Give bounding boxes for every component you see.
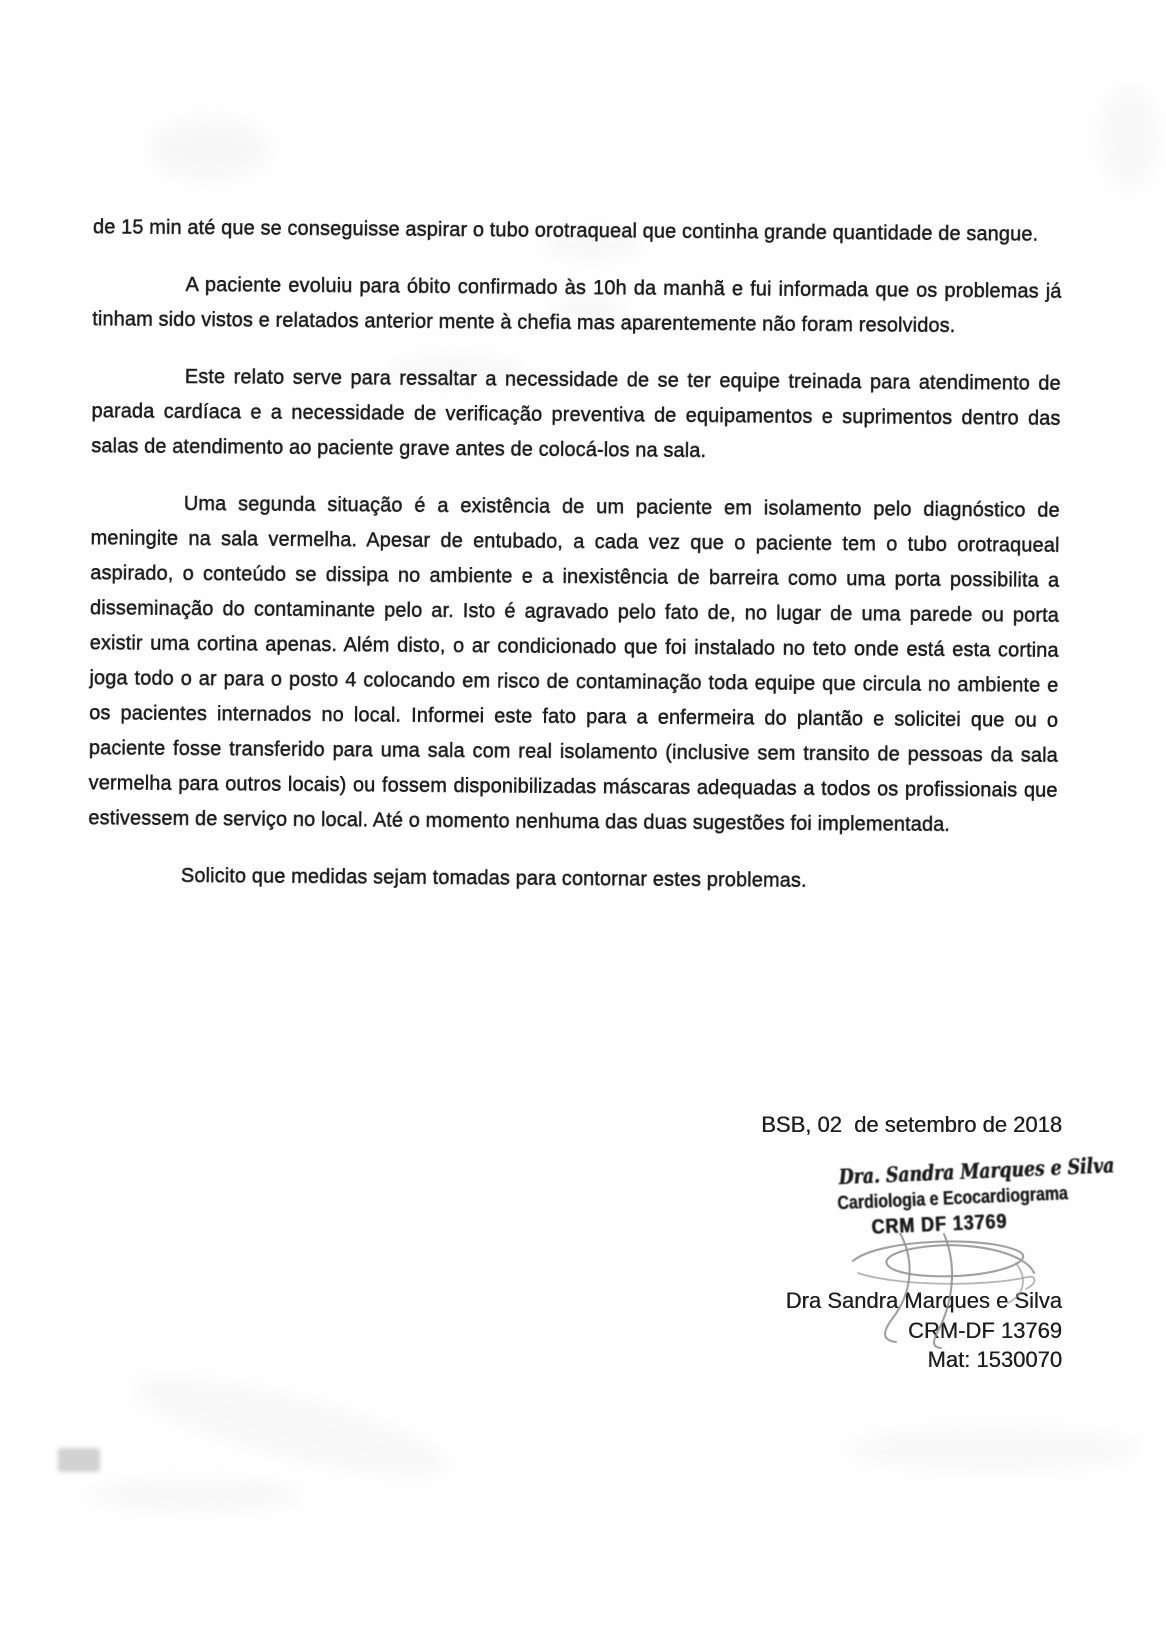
scan-artifact: [150, 118, 270, 180]
signatory-crm: CRM-DF 13769: [907, 1317, 1062, 1343]
scan-artifact: [850, 1428, 1140, 1470]
signature-block: [786, 1286, 1062, 1375]
scan-artifact: [128, 1360, 453, 1494]
scan-smudge: [58, 1448, 100, 1472]
signatory-name: Dra Sandra Marques e Silva: [785, 1288, 1062, 1313]
scan-artifact: [1100, 88, 1158, 188]
scan-artifact: [90, 1480, 300, 1510]
stamp-specialty: Cardiologia e Ecocardiograma: [836, 1183, 1069, 1215]
letter-body: [87, 210, 1062, 923]
paragraph-continuation: de 15 min até que se conseguisse aspirar o tubo orotraqueal que continha grande quantidade de sangue.: [92, 215, 1039, 246]
stamp-doctor-name: Dra. Sandra Marques e Silva: [838, 1152, 1115, 1190]
doctor-stamp: [816, 1152, 1115, 1242]
signatory-mat: Mat: 1530070: [927, 1347, 1062, 1372]
stamp-crm-number: CRM DF 13769: [870, 1210, 1008, 1239]
dateline: BSB, 02 de setembro de 2018: [761, 1112, 1062, 1137]
paragraph-solicitacao: Solicito que medidas sejam tomadas para contornar estes problemas.: [180, 864, 807, 892]
paragraph-relato: Este relato serve para ressaltar a necessidade de se ter equipe treinada para atendimento de parada cardíaca e a necessidade de verificação preventiva de equipamentos e suprimentos dentro das salas de atendimento ao paciente grave antes de colocá-los na sala.: [91, 365, 1061, 462]
paragraph-isolamento: Uma segunda situação é a existência de um paciente em isolamento pelo diagnóstico de meningite na sala vermelha. Apesar de entubado, a cada vez que o paciente tem o tubo orotraqueal aspirado, o conteúdo se dissipa no ambiente e a inexistência de barreira como uma porta possibilita a disseminação do contaminante pelo ar. Isto é agravado pelo fato de, no lugar de uma parede ou porta existir uma cortina apenas. Além disto, o ar condicionado que foi instalado no teto onde está esta cortina joga todo o ar para o posto 4 colocando em risco de contaminação toda equipe que circula no ambiente e os pacientes internados no local. Informei este fato para a enfermeira do plantão e solicitei que ou o paciente fosse transferido para uma sala com real isolamento (inclusive sem transito de pessoas da sala vermelha para outros locais) ou fossem disponibilizadas máscaras adequadas a todos os profissionais que estivessem de serviço no local. Até o momento nenhuma das duas sugestões foi implementada.: [88, 492, 1060, 836]
paragraph-obito: A paciente evoluiu para óbito confirmado às 10h da manhã e fui informada que os problemas já tinham sido vistos e relatados anterior mente à chefia mas aparentemente não foram resolvidos.: [92, 273, 1062, 337]
